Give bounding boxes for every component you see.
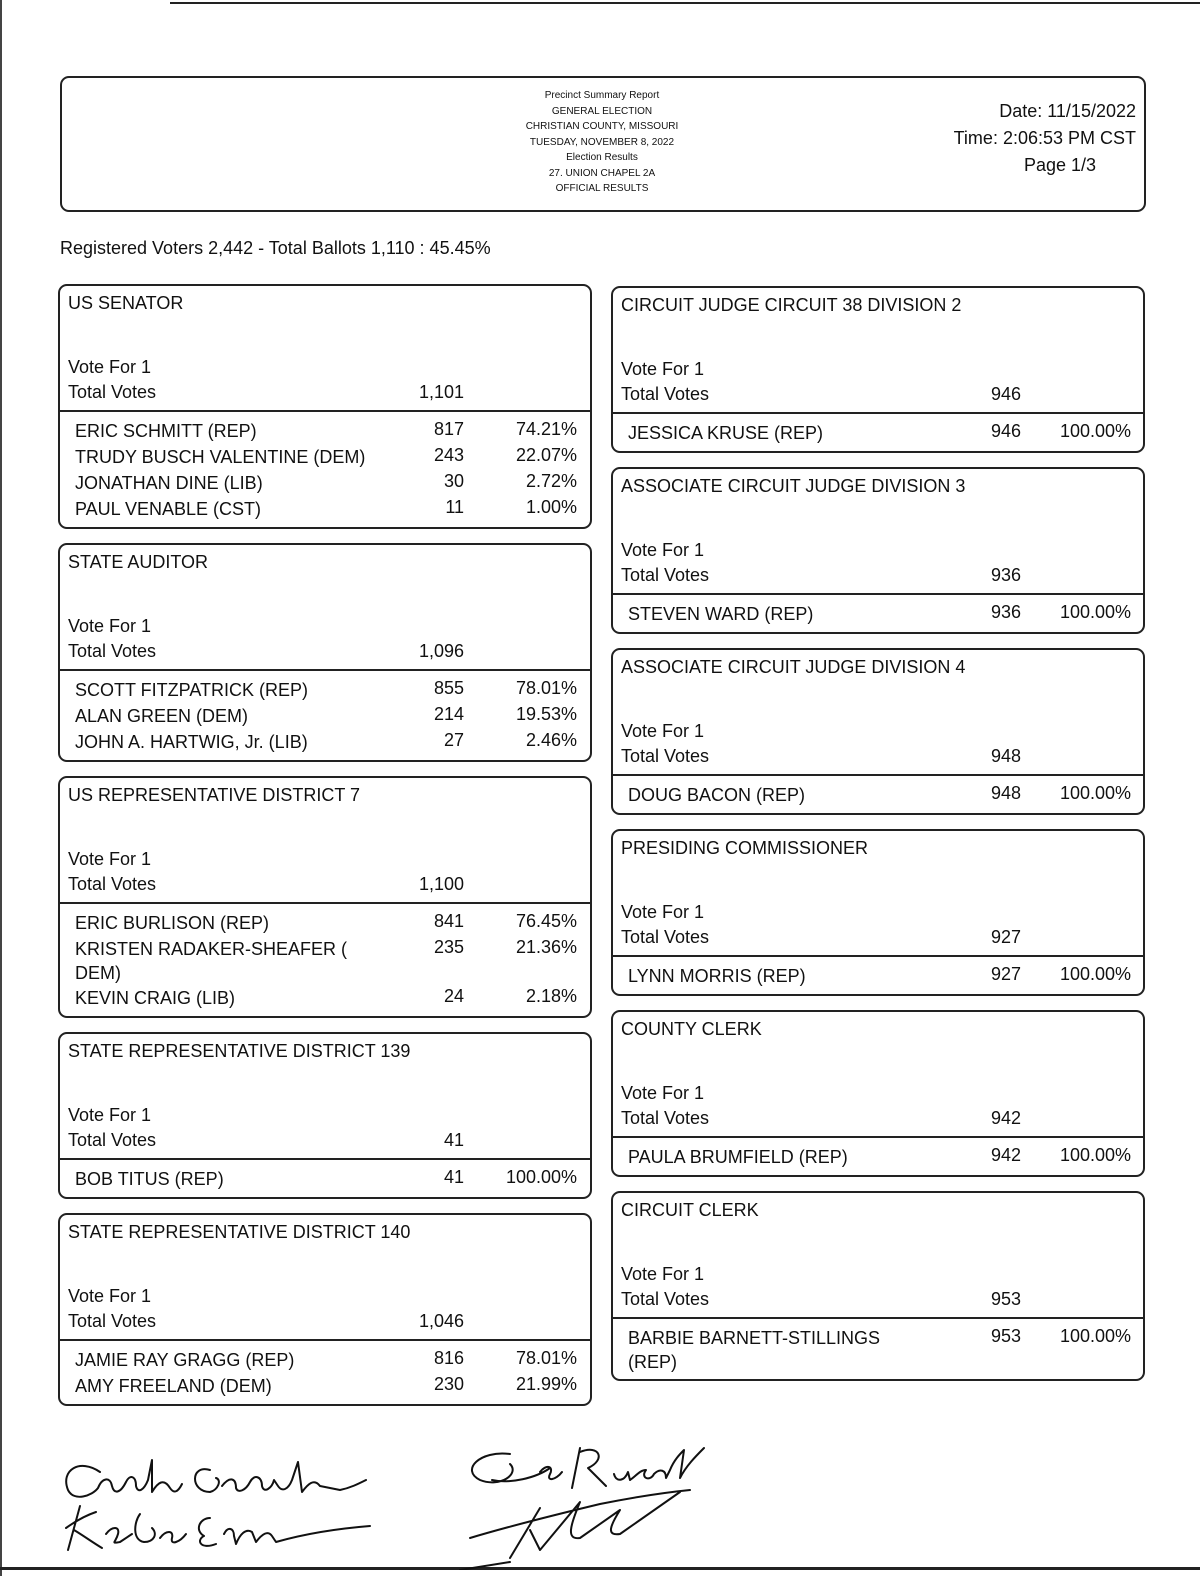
candidate-percent: 76.45% [515,911,577,931]
total-votes-label: Total Votes [621,1108,710,1128]
scan-edge-left [0,0,2,1576]
race-box [611,648,1145,815]
report-time: Time: 2:06:53 PM CST [953,128,1136,148]
candidate-votes: 24 [443,986,464,1006]
race-title: COUNTY CLERK [621,1019,762,1039]
candidate-list [613,602,1143,628]
candidate-row [613,421,1143,447]
report-title: Precinct Summary Report [544,90,660,101]
scan-edge-top [170,2,1200,4]
total-votes-value: 1,096 [418,641,464,661]
vote-for-label: Vote For 1 [68,616,152,636]
signature-4 [460,1490,690,1570]
candidate-votes: 214 [433,704,464,724]
candidate-row [613,964,1143,990]
race-title: STATE AUDITOR [68,552,209,572]
results-label: Election Results [566,152,638,163]
candidate-row [60,911,590,937]
candidate-name: ERIC BURLISON (REP) [75,913,270,933]
total-votes-value: 946 [990,384,1021,404]
race-divider [613,1317,1143,1319]
total-votes-value: 936 [990,565,1021,585]
candidate-row [613,1326,1143,1375]
race-title: PRESIDING COMMISSIONER [621,838,869,858]
race-divider [60,1158,590,1160]
total-votes-value: 1,046 [418,1311,464,1331]
candidate-percent: 100.00% [1059,602,1131,622]
candidate-votes: 817 [433,419,464,439]
candidate-row [613,783,1143,809]
total-votes-label: Total Votes [68,874,157,894]
candidate-list [60,1348,590,1400]
race-box [58,543,592,762]
signature-3 [472,1448,704,1488]
vote-for-label: Vote For 1 [621,1083,705,1103]
race-title: CIRCUIT CLERK [621,1200,759,1220]
candidate-name: PAUL VENABLE (CST) [75,499,262,519]
candidate-name: ERIC SCHMITT (REP) [75,421,257,441]
candidate-percent: 21.99% [515,1374,577,1394]
race-title: ASSOCIATE CIRCUIT JUDGE DIVISION 3 [621,476,966,496]
candidate-name: BOB TITUS (REP) [75,1169,224,1189]
candidate-percent: 100.00% [505,1167,577,1187]
candidate-votes: 942 [990,1145,1021,1165]
race-box [611,467,1145,634]
total-votes-label: Total Votes [621,746,710,766]
race-divider [613,774,1143,776]
candidate-row [60,937,590,986]
candidate-percent: 2.72% [525,471,577,491]
candidate-votes: 41 [443,1167,464,1187]
race-divider [613,593,1143,595]
race-title: STATE REPRESENTATIVE DISTRICT 139 [68,1041,411,1061]
total-votes-label: Total Votes [68,1130,157,1150]
candidate-percent: 100.00% [1059,421,1131,441]
county-name: CHRISTIAN COUNTY, MISSOURI [525,121,679,132]
vote-for-label: Vote For 1 [68,1105,152,1125]
total-votes-label: Total Votes [68,1311,157,1331]
candidate-name: JONATHAN DINE (LIB) [75,473,263,493]
candidate-name: TRUDY BUSCH VALENTINE (DEM) [75,447,366,467]
candidate-list [613,964,1143,990]
candidate-votes: 841 [433,911,464,931]
candidate-percent: 100.00% [1059,783,1131,803]
turnout-summary: Registered Voters 2,442 - Total Ballots 1,110 : 45.45% [60,238,491,258]
total-votes-label: Total Votes [68,641,157,661]
official-label: OFFICIAL RESULTS [555,183,649,194]
candidate-name: KEVIN CRAIG (LIB) [75,988,236,1008]
candidate-percent: 1.00% [525,497,577,517]
candidate-row [60,1374,590,1400]
race-divider [613,412,1143,414]
race-box [611,829,1145,996]
vote-for-label: Vote For 1 [621,359,705,379]
candidate-percent: 19.53% [515,704,577,724]
candidate-percent: 21.36% [515,937,577,957]
report-header [60,76,1146,212]
candidate-votes: 243 [433,445,464,465]
candidate-percent: 2.18% [525,986,577,1006]
race-box [611,1010,1145,1177]
race-title: STATE REPRESENTATIVE DISTRICT 140 [68,1222,411,1242]
total-votes-value: 1,101 [418,382,464,402]
race-divider [60,669,590,671]
candidate-percent: 78.01% [515,1348,577,1368]
race-divider [60,902,590,904]
race-box [611,1191,1145,1381]
candidate-row [60,1167,590,1193]
race-divider [60,410,590,412]
candidate-list [60,678,590,756]
candidate-name: AMY FREELAND (DEM) [75,1376,272,1396]
election-name: GENERAL ELECTION [551,105,653,117]
race-title: CIRCUIT JUDGE CIRCUIT 38 DIVISION 2 [621,295,962,315]
race-box [58,1213,592,1406]
candidate-votes: 927 [990,964,1021,984]
total-votes-value: 953 [990,1289,1021,1309]
candidate-list [60,1167,590,1193]
race-title: US SENATOR [68,293,184,313]
candidate-list [60,419,590,523]
race-divider [60,1339,590,1341]
candidate-name: STEVEN WARD (REP) [628,604,814,624]
race-box [58,776,592,1018]
candidate-list [613,1326,1143,1375]
page-number: Page 1/3 [1023,155,1096,175]
race-divider [613,1136,1143,1138]
vote-for-label: Vote For 1 [68,1286,152,1306]
candidate-votes: 936 [990,602,1021,622]
candidate-votes: 953 [990,1326,1021,1346]
vote-for-label: Vote For 1 [621,902,705,922]
candidate-votes: 235 [433,937,464,957]
report-date: Date: 11/15/2022 [999,101,1136,121]
total-votes-label: Total Votes [621,927,710,947]
candidate-name: PAULA BRUMFIELD (REP) [628,1147,848,1167]
precinct-name: 27. UNION CHAPEL 2A [548,167,656,179]
candidate-row [613,1145,1143,1171]
candidate-percent: 78.01% [515,678,577,698]
vote-for-label: Vote For 1 [68,357,152,377]
total-votes-label: Total Votes [68,382,157,402]
total-votes-label: Total Votes [621,1289,710,1309]
candidate-votes: 816 [433,1348,464,1368]
race-box [611,286,1145,453]
race-box [58,284,592,529]
candidate-votes: 230 [433,1374,464,1394]
candidate-list [60,911,590,1012]
total-votes-value: 1,100 [418,874,464,894]
candidate-name: BARBIE BARNETT-STILLINGS (REP) [628,1328,881,1372]
candidate-percent: 22.07% [515,445,577,465]
signature-strokes [40,1430,740,1570]
candidate-row [60,1348,590,1374]
signature-2 [66,1506,370,1550]
candidate-percent: 100.00% [1059,1145,1131,1165]
candidate-name: SCOTT FITZPATRICK (REP) [75,680,308,700]
candidate-list [613,1145,1143,1171]
candidate-row [60,471,590,497]
candidate-row [60,419,590,445]
signatures [40,1430,740,1570]
total-votes-value: 41 [443,1130,464,1150]
candidate-percent: 100.00% [1059,1326,1131,1346]
report-title-block [392,88,812,197]
candidate-percent: 74.21% [515,419,577,439]
vote-for-label: Vote For 1 [621,721,705,741]
vote-for-label: Vote For 1 [621,1264,705,1284]
candidate-votes: 11 [445,497,464,517]
race-divider [613,955,1143,957]
signature-1 [66,1460,366,1497]
total-votes-value: 927 [990,927,1021,947]
candidate-row [60,704,590,730]
candidate-name: DOUG BACON (REP) [628,785,806,805]
total-votes-value: 948 [990,746,1021,766]
candidate-percent: 100.00% [1059,964,1131,984]
total-votes-value: 942 [990,1108,1021,1128]
total-votes-label: Total Votes [621,384,710,404]
candidate-votes: 30 [443,471,464,491]
candidate-votes: 27 [443,730,464,750]
candidate-name: JESSICA KRUSE (REP) [628,423,824,443]
candidate-name: LYNN MORRIS (REP) [628,966,806,986]
vote-for-label: Vote For 1 [68,849,152,869]
total-votes-label: Total Votes [621,565,710,585]
election-date: TUESDAY, NOVEMBER 8, 2022 [529,136,675,148]
candidate-row [613,602,1143,628]
candidate-name: JOHN A. HARTWIG, Jr. (LIB) [75,732,308,752]
candidate-name: ALAN GREEN (DEM) [75,706,249,726]
race-title: US REPRESENTATIVE DISTRICT 7 [68,785,361,805]
candidate-votes: 855 [433,678,464,698]
candidate-row [60,497,590,523]
candidate-votes: 948 [990,783,1021,803]
race-title: ASSOCIATE CIRCUIT JUDGE DIVISION 4 [621,657,966,677]
candidate-percent: 2.46% [525,730,577,750]
candidate-row [60,730,590,756]
candidate-name: JAMIE RAY GRAGG (REP) [75,1350,295,1370]
candidate-name: KRISTEN RADAKER-SHEAFER ( DEM) [75,939,348,983]
candidate-list [613,421,1143,447]
race-box [58,1032,592,1199]
vote-for-label: Vote For 1 [621,540,705,560]
candidate-votes: 946 [990,421,1021,441]
candidate-row [60,986,590,1012]
candidate-row [60,678,590,704]
report-meta [954,98,1136,179]
candidate-list [613,783,1143,809]
candidate-row [60,445,590,471]
